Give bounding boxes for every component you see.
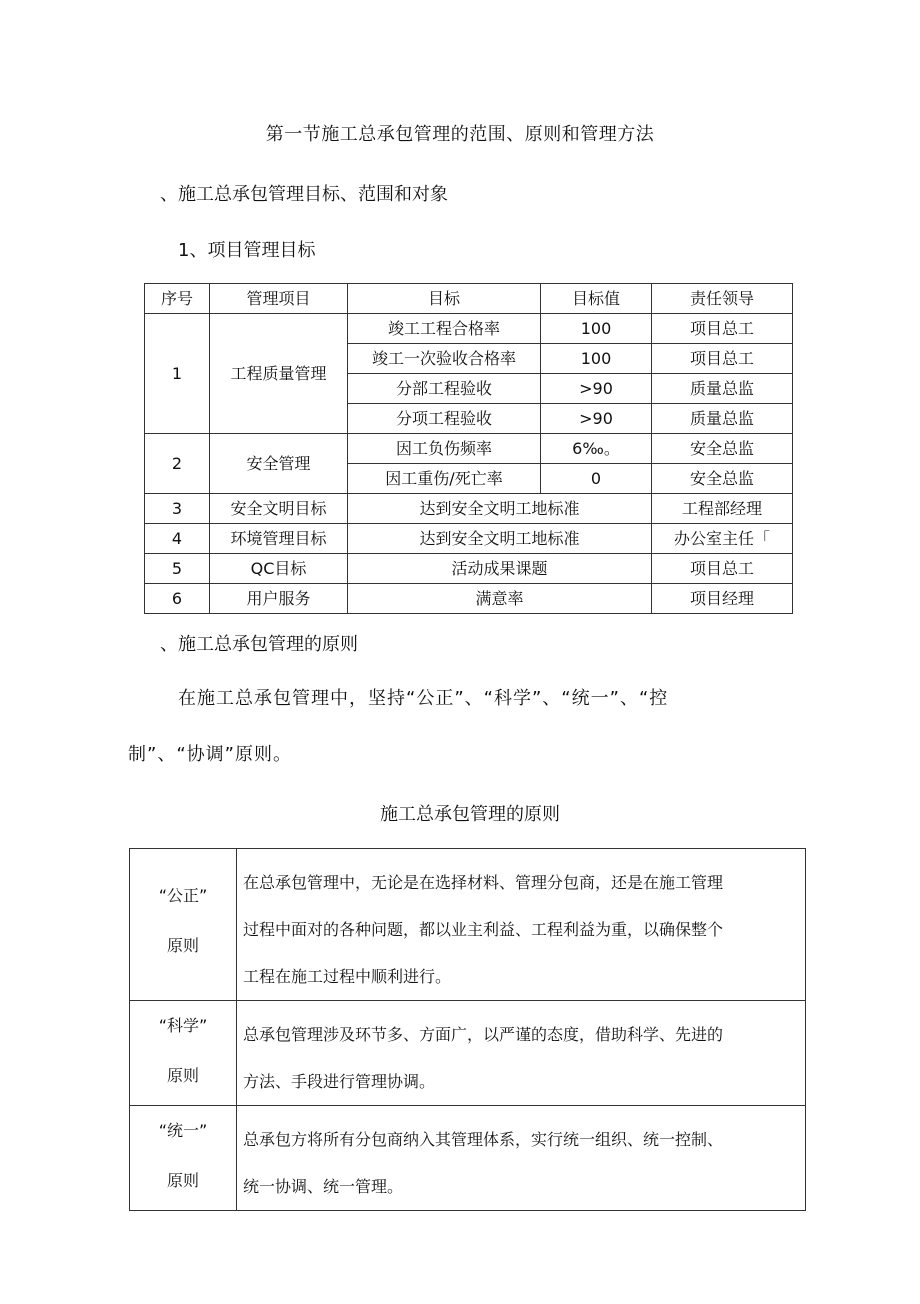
- table-caption: 施工总承包管理的原则: [380, 804, 560, 825]
- leader-cell: 项目经理: [652, 584, 793, 614]
- target-cell: 活动成果课题: [348, 554, 652, 584]
- description-line: 在总承包管理中，无论是在选择材料、管理分包商，还是在施工管理: [243, 873, 724, 892]
- target-cell: 因工负伤频率: [348, 434, 541, 464]
- row-number: 1: [145, 314, 210, 434]
- row-item: 工程质量管理: [210, 314, 348, 434]
- leader-cell: 项目总工: [652, 314, 793, 344]
- principle-label: [130, 1001, 237, 1106]
- description-line: 过程中面对的各种问题，都以业主利益、工程利益为重，以确保整个: [243, 920, 724, 939]
- value-cell: 6‰。: [541, 434, 652, 464]
- row-number: 5: [145, 554, 210, 584]
- leader-cell: 项目总工: [652, 344, 793, 374]
- row-item: 安全文明目标: [210, 494, 348, 524]
- principle-label: [130, 1106, 237, 1211]
- description-line: 方法、手段进行管理协调。: [243, 1072, 436, 1091]
- target-cell: 达到安全文明工地标准: [348, 524, 652, 554]
- section-heading: 、施工总承包管理目标、范围和对象: [160, 184, 448, 205]
- value-cell: >90: [541, 404, 652, 434]
- principle-suffix: 原则: [166, 1066, 199, 1085]
- header-cell: 目标值: [541, 284, 652, 314]
- target-cell: 分项工程验收: [348, 404, 541, 434]
- row-item: 用户服务: [210, 584, 348, 614]
- value-cell: >90: [541, 374, 652, 404]
- target-cell: 竣工工程合格率: [348, 314, 541, 344]
- header-cell: 序号: [145, 284, 210, 314]
- row-number: 2: [145, 434, 210, 494]
- principle-suffix: 原则: [166, 936, 199, 955]
- paragraph-line: 在施工总承包管理中，坚持“公正”、“科学”、“统一”、“控: [178, 688, 669, 709]
- leader-cell: 工程部经理: [652, 494, 793, 524]
- principle-name: “科学”: [158, 1016, 208, 1035]
- principles-table: [129, 848, 806, 1211]
- target-cell: 竣工一次验收合格率: [348, 344, 541, 374]
- principle-description: [237, 849, 806, 1001]
- table-row: [145, 434, 793, 464]
- leader-cell: 项目总工: [652, 554, 793, 584]
- subsection-heading: 1、项目管理目标: [178, 240, 316, 261]
- principle-name: “统一”: [158, 1121, 208, 1140]
- principle-suffix: 原则: [166, 1171, 199, 1190]
- value-cell: 100: [541, 344, 652, 374]
- paragraph-line: 制”、“协调”原则。: [128, 744, 292, 765]
- table-row: [145, 554, 793, 584]
- target-cell: 因工重伤/死亡率: [348, 464, 541, 494]
- header-cell: 管理项目: [210, 284, 348, 314]
- row-number: 6: [145, 584, 210, 614]
- leader-cell: 安全总监: [652, 464, 793, 494]
- table-row: [130, 849, 806, 1001]
- leader-cell: 质量总监: [652, 404, 793, 434]
- table-row: [145, 524, 793, 554]
- row-number: 4: [145, 524, 210, 554]
- description-line: 统一协调、统一管理。: [243, 1177, 404, 1196]
- value-cell: 100: [541, 314, 652, 344]
- target-cell: 分部工程验收: [348, 374, 541, 404]
- description-line: 总承包方将所有分包商纳入其管理体系，实行统一组织、统一控制、: [243, 1130, 724, 1149]
- row-item: 安全管理: [210, 434, 348, 494]
- row-item: 环境管理目标: [210, 524, 348, 554]
- principle-description: [237, 1001, 806, 1106]
- description-line: 总承包管理涉及环节多、方面广，以严谨的态度，借助科学、先进的: [243, 1025, 724, 1044]
- description-line: 工程在施工过程中顺利进行。: [243, 967, 452, 986]
- section-heading: 、施工总承包管理的原则: [160, 634, 358, 655]
- table-row: [130, 1106, 806, 1211]
- table-row: [145, 494, 793, 524]
- principle-label: [130, 849, 237, 1001]
- value-cell: 0: [541, 464, 652, 494]
- table-row: [130, 1001, 806, 1106]
- table-header-row: [145, 284, 793, 314]
- management-targets-table: [144, 283, 793, 614]
- principle-name: “公正”: [158, 886, 208, 905]
- page-title: 第一节施工总承包管理的范围、原则和管理方法: [265, 124, 655, 145]
- leader-cell: 安全总监: [652, 434, 793, 464]
- header-cell: 责任领导: [652, 284, 793, 314]
- target-cell: 满意率: [348, 584, 652, 614]
- header-cell: 目标: [348, 284, 541, 314]
- table-row: [145, 314, 793, 344]
- table-row: [145, 584, 793, 614]
- leader-cell: 办公室主任「: [652, 524, 793, 554]
- target-cell: 达到安全文明工地标准: [348, 494, 652, 524]
- row-item: QC目标: [210, 554, 348, 584]
- row-number: 3: [145, 494, 210, 524]
- principle-description: [237, 1106, 806, 1211]
- leader-cell: 质量总监: [652, 374, 793, 404]
